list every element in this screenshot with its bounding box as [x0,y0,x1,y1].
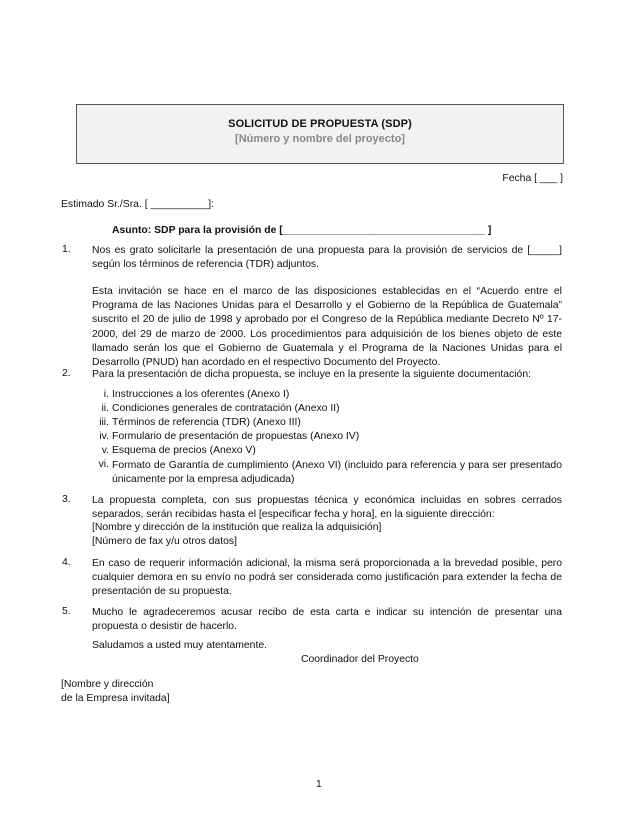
address-line: [Número de fax y/u otros datos] [92,536,237,547]
list-item: Esquema de precios (Anexo V) [112,445,256,456]
list-item: Instrucciones a los oferentes (Anexo I) [112,389,290,400]
list-number: ii. [101,403,109,414]
title-box [76,104,564,164]
item-number: 5. [62,606,71,617]
recipient-line: [Nombre y dirección [61,679,154,690]
item-number: 2. [62,368,71,379]
document-title: SOLICITUD DE PROPUESTA (SDP) [228,118,412,130]
item-number: 4. [62,557,71,568]
paragraph: Esta invitación se hace en el marco de las disposiciones establecidas en el “Acuerdo entre el Programa de las Naciones Unidas para el Desarrollo y el Gobierno de la República de Guatemala” suscrito el 20 de julio de 1998 y aprobado por el Congreso de la República mediante Decreto Nº 17-2000, del 29 de marzo de 2000. Los procedimientos para adquisición de los bienes objeto de este llamado serán los que el Gobierno de Guatemala y el Programa de la Naciones Unidas para el Desarrollo (PNUD) han acordado en el respectivo Documento del Proyecto. [92,286,562,369]
list-number: v. [101,445,109,456]
closing: Saludamos a usted muy atentamente. [92,640,268,651]
list-number: vi. [98,459,109,470]
list-item: Condiciones generales de contratación (Anexo II) [112,403,340,414]
project-placeholder: [Número y nombre del proyecto] [235,133,405,145]
item-number: 3. [62,494,71,505]
list-item: Términos de referencia (TDR) (Anexo III) [112,417,301,428]
subject-line: Asunto: SDP para la provisión de [___________________________________ ] [112,225,492,236]
list-number: iii. [99,417,109,428]
item-number: 1. [62,244,71,255]
paragraph: Para la presentación de dicha propuesta, se incluye en la presente la siguiente documentación: [92,369,531,380]
paragraph: Nos es grato solicitarle la presentación de una propuesta para la provisión de servicios de [_____] según los términos de referencia (TDR) adjuntos. [92,245,562,271]
list-item: Formulario de presentación de propuestas (Anexo IV) [112,431,360,442]
recipient-line: de la Empresa invitada] [61,693,170,704]
list-item: Formato de Garantía de cumplimiento (Anexo VI) (incluido para referencia y para ser presentado únicamente por la empresa adjudicada) [112,460,562,486]
salutation: Estimado Sr./Sra. [ __________]: [61,199,215,210]
list-number: i. [103,389,109,400]
date-line: Fecha [ ___ ] [502,173,563,184]
address-line: [Nombre y dirección de la institución que realiza la adquisición] [92,522,382,533]
signature-title: Coordinador del Proyecto [301,654,419,665]
page-number: 1 [316,779,322,790]
paragraph: La propuesta completa, con sus propuestas técnica y económica incluidas en sobres cerrados separados, serán recibidas hasta el [especificar fecha y hora], en la siguiente dirección: [92,495,562,521]
paragraph: En caso de requerir información adicional, la misma será proporcionada a la brevedad posible, pero cualquier demora en su envío no podrá ser considerada como justificación para extender la fecha de presentación de su propuesta. [92,558,562,598]
list-number: iv. [99,431,109,442]
paragraph: Mucho le agradeceremos acusar recibo de esta carta e indicar su intención de presentar una propuesta o desistir de hacerlo. [92,607,562,633]
